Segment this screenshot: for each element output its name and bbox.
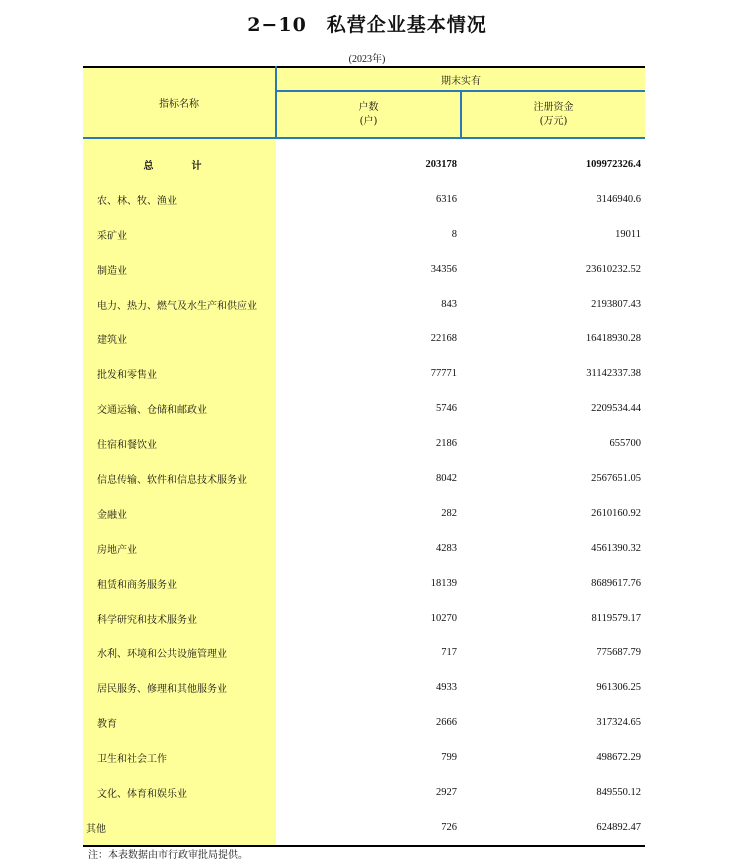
page-title: 2−10 私营企业基本情况	[247, 14, 487, 36]
row-capital: 849550.12	[596, 786, 641, 798]
row-capital: 8119579.17	[591, 612, 641, 624]
row-households: 843	[441, 298, 457, 310]
row-households: 726	[276, 810, 461, 846]
row-households: 77771	[430, 368, 457, 380]
table-row	[83, 705, 645, 740]
row-capital: 775687.79	[596, 647, 641, 659]
row-name: 居民服务、修理和其他服务业	[83, 670, 276, 705]
row-capital: 19011	[615, 228, 641, 240]
table-row	[83, 601, 645, 636]
row-name: 租赁和商务服务业	[83, 566, 276, 601]
header-capital-unit: (万元)	[539, 115, 568, 127]
table-row	[83, 670, 645, 705]
row-name: 金融业	[83, 496, 276, 531]
table-row	[83, 775, 645, 810]
row-capital: 8689617.76	[591, 577, 641, 589]
row-households: 22168	[430, 333, 457, 345]
row-households: 203178	[425, 158, 457, 170]
row-name: 批发和零售业	[83, 356, 276, 391]
row-name: 其他	[83, 810, 276, 846]
statistics-table	[83, 66, 645, 847]
row-name: 交通运输、仓储和邮政业	[83, 391, 276, 426]
table-row	[83, 287, 645, 322]
row-capital: 317324.65	[596, 717, 641, 729]
row-households: 10270	[430, 612, 457, 624]
header-households-label: 户数	[358, 101, 379, 113]
row-name: 制造业	[83, 252, 276, 287]
row-households: 282	[441, 507, 457, 519]
row-households: 2927	[436, 786, 457, 798]
header-period: 期末实有	[276, 67, 645, 91]
total-row	[83, 147, 645, 182]
row-households: 6316	[436, 193, 457, 205]
table-row	[83, 566, 645, 601]
row-capital: 16418930.28	[585, 333, 641, 345]
row-name: 教育	[83, 705, 276, 740]
table-row	[83, 426, 645, 461]
footnote: 注：本表数据由市行政审批局提供。	[88, 850, 248, 861]
row-capital: 2209534.44	[591, 403, 641, 415]
table-row	[83, 182, 645, 217]
row-name: 农、林、牧、渔业	[83, 182, 276, 217]
table-row	[83, 252, 645, 287]
row-capital: 2193807.43	[591, 298, 641, 310]
table-row	[83, 461, 645, 496]
row-households: 5746	[436, 403, 457, 415]
row-capital: 2567651.05	[591, 472, 641, 484]
table-row	[83, 356, 645, 391]
table-row	[83, 635, 645, 670]
row-households: 717	[441, 647, 457, 659]
row-name: 信息传输、软件和信息技术服务业	[83, 461, 276, 496]
row-capital: 498672.29	[596, 752, 641, 764]
header-indicator: 指标名称	[83, 67, 276, 138]
row-capital: 961306.25	[596, 682, 641, 694]
row-capital: 2610160.92	[591, 507, 641, 519]
table-row	[83, 810, 645, 846]
table-row	[83, 531, 645, 566]
row-capital: 3146940.6	[596, 193, 641, 205]
row-capital: 23610232.52	[585, 263, 641, 275]
row-households: 4283	[436, 542, 457, 554]
row-capital: 4561390.32	[591, 542, 641, 554]
row-name: 总 计	[83, 147, 276, 182]
row-households: 2666	[436, 717, 457, 729]
row-households: 2186	[436, 438, 457, 450]
header-capital	[461, 91, 645, 138]
row-capital: 624892.47	[461, 810, 645, 846]
row-households: 8	[451, 228, 457, 240]
row-name: 水利、环境和公共设施管理业	[83, 635, 276, 670]
year-label: (2023年)	[348, 54, 386, 65]
table-row	[83, 496, 645, 531]
header-households	[276, 91, 461, 138]
row-capital: 109972326.4	[585, 158, 641, 170]
row-name: 电力、热力、燃气及水生产和供应业	[83, 287, 276, 322]
row-households: 18139	[430, 577, 457, 589]
table-row	[83, 321, 645, 356]
row-households: 799	[441, 752, 457, 764]
row-name: 住宿和餐饮业	[83, 426, 276, 461]
row-name: 采矿业	[83, 217, 276, 252]
row-name: 科学研究和技术服务业	[83, 601, 276, 636]
table-row	[83, 391, 645, 426]
header-capital-label: 注册资金	[533, 101, 574, 113]
row-households: 34356	[430, 263, 457, 275]
row-capital: 655700	[609, 438, 641, 450]
table-row	[83, 217, 645, 252]
table-body	[83, 147, 645, 846]
row-name: 房地产业	[83, 531, 276, 566]
table-row	[83, 740, 645, 775]
row-households: 8042	[436, 472, 457, 484]
row-capital: 31142337.38	[586, 368, 641, 380]
row-households: 4933	[436, 682, 457, 694]
row-name: 卫生和社会工作	[83, 740, 276, 775]
row-name: 文化、体育和娱乐业	[83, 775, 276, 810]
row-name: 建筑业	[83, 321, 276, 356]
header-households-unit: (户)	[359, 115, 378, 127]
